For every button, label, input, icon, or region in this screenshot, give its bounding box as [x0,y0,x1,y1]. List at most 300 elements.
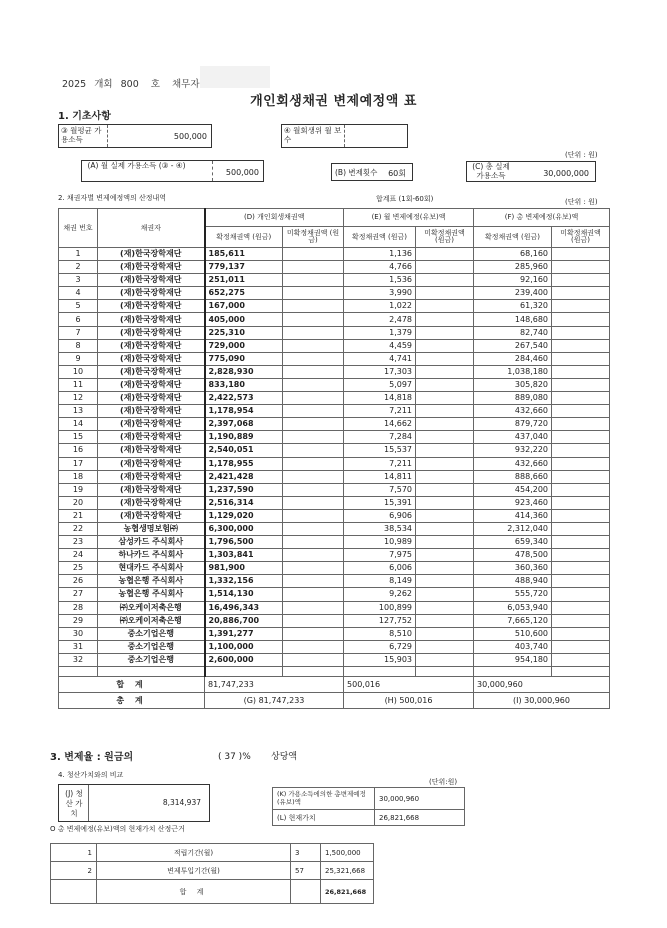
row-e-unconfirmed [416,509,474,522]
row-e-confirmed: 14,818 [344,392,416,405]
row-e-confirmed: 4,459 [344,339,416,352]
row-f-confirmed: 284,460 [474,352,552,365]
case-role: 채무자 [172,79,200,90]
table-row [59,575,610,588]
row-no: 31 [59,640,98,653]
table-row [59,444,610,457]
row-d-unconfirmed [283,601,344,614]
row-d-confirmed: 1,391,277 [205,627,283,640]
row-f-unconfirmed [552,536,610,549]
payment-count-value: 60회 [388,169,406,178]
case-court: 개회 [94,79,113,90]
row-d-unconfirmed [283,483,344,496]
row-d-unconfirmed [283,444,344,457]
row-creditor: 중소기업은행 [98,653,205,666]
row-f-confirmed: 478,500 [474,549,552,562]
row-e-unconfirmed [416,352,474,365]
row-f-confirmed: 954,180 [474,653,552,666]
row-e-confirmed: 14,662 [344,418,416,431]
row-e-unconfirmed [416,470,474,483]
row-e-confirmed: 8,510 [344,627,416,640]
row-e-unconfirmed [416,444,474,457]
row-creditor: ㈜오케이저축은행 [98,601,205,614]
row-d-unconfirmed [283,392,344,405]
row-d-unconfirmed [283,313,344,326]
row-creditor: (재)한국장학재단 [98,392,205,405]
row-e-confirmed: 6,006 [344,562,416,575]
row-f-unconfirmed [552,483,610,496]
row-e-confirmed: 4,766 [344,261,416,274]
header-e-unconfirmed: 미확정채권액 (원금) [416,227,474,248]
row-no: 8 [59,339,98,352]
row-e-unconfirmed [416,392,474,405]
row-e-unconfirmed [416,365,474,378]
row-d-unconfirmed [283,431,344,444]
table-row [59,392,610,405]
row-d-unconfirmed [283,575,344,588]
row-f-unconfirmed [552,287,610,300]
row-f-unconfirmed [552,261,610,274]
monthly-available-label: (A) 월 실제 가용소득 (③ - ④) [87,161,186,170]
row-creditor: (재)한국장학재단 [98,313,205,326]
table-row [59,274,610,287]
total-available-box [466,161,596,182]
table-row [59,313,610,326]
row-creditor: 농협은행 주식회사 [98,575,205,588]
row-e-confirmed: 1,379 [344,326,416,339]
row-creditor: (재)한국장학재단 [98,431,205,444]
total-available-label: (C) 총 실제 가용소득 [472,162,510,180]
row-d-confirmed: 1,178,955 [205,457,283,470]
row-f-confirmed: 659,340 [474,536,552,549]
row-no: 9 [59,352,98,365]
row-f-unconfirmed [552,431,610,444]
row-e-confirmed: 7,211 [344,405,416,418]
row-e-confirmed: 2,478 [344,313,416,326]
row-f-unconfirmed [552,640,610,653]
row-d-unconfirmed [283,496,344,509]
l-label: (L) 현재가치 [273,810,375,826]
row-d-confirmed: 1,514,130 [205,588,283,601]
header-d-confirmed: 확정채권액 (원금) [205,227,283,248]
table-row [59,418,610,431]
row-f-confirmed: 2,312,040 [474,522,552,535]
row-d-confirmed: 20,886,700 [205,614,283,627]
table-row [59,261,610,274]
row-f-confirmed: 148,680 [474,313,552,326]
row-f-unconfirmed [552,365,610,378]
row-e-unconfirmed [416,274,474,287]
row-creditor: 현대카드 주식회사 [98,562,205,575]
row-d-confirmed: 981,900 [205,562,283,575]
row-e-unconfirmed [416,248,474,261]
row-f-confirmed: 239,400 [474,287,552,300]
row-d-unconfirmed [283,470,344,483]
row-no: 23 [59,536,98,549]
row-f-unconfirmed [552,405,610,418]
row-no: 28 [59,601,98,614]
table-row [59,326,610,339]
row-d-confirmed: 16,496,343 [205,601,283,614]
row-f-confirmed: 888,660 [474,470,552,483]
row-e-unconfirmed [416,326,474,339]
row-d-confirmed: 2,828,930 [205,365,283,378]
row-f-unconfirmed [552,653,610,666]
row-creditor: (재)한국장학재단 [98,261,205,274]
pv-row-value: 25,321,668 [321,862,374,880]
k-value: 30,000,960 [375,788,465,810]
row-no: 26 [59,575,98,588]
row-d-confirmed: 652,275 [205,287,283,300]
row-f-confirmed: 432,660 [474,457,552,470]
row-d-unconfirmed [283,522,344,535]
table-row [59,352,610,365]
row-f-confirmed: 7,665,120 [474,614,552,627]
monthly-available-box [81,160,264,182]
row-d-confirmed: 1,190,889 [205,431,283,444]
row-e-unconfirmed [416,588,474,601]
row-e-unconfirmed [416,562,474,575]
row-creditor: 중소기업은행 [98,640,205,653]
row-creditor: ㈜오케이저축은행 [98,614,205,627]
table-row [59,588,610,601]
total-h: (H) 500,016 [344,693,474,709]
row-no: 2 [59,261,98,274]
row-creditor: (재)한국장학재단 [98,378,205,391]
section3-percent: ( 37 )% [218,752,251,762]
row-f-confirmed: 889,080 [474,392,552,405]
total-available-value: 30,000,000 [543,169,589,178]
row-f-unconfirmed [552,326,610,339]
row-e-unconfirmed [416,640,474,653]
row-e-unconfirmed [416,261,474,274]
row-no: 12 [59,392,98,405]
header-no: 채권 번호 [59,209,98,248]
table-row [59,627,610,640]
row-f-unconfirmed [552,457,610,470]
section2-unit: (단위 : 원) [565,198,598,206]
row-f-confirmed: 360,360 [474,562,552,575]
row-creditor: 농협생명보험㈜ [98,522,205,535]
row-e-unconfirmed [416,457,474,470]
case-ho: 호 [150,79,160,90]
row-e-unconfirmed [416,601,474,614]
row-e-unconfirmed [416,549,474,562]
row-creditor: 농협은행 주식회사 [98,588,205,601]
row-d-confirmed: 1,100,000 [205,640,283,653]
case-year: 2025 [62,79,87,90]
header-e: (E) 월 변제예정(유보)액 [344,209,474,227]
row-e-confirmed: 4,741 [344,352,416,365]
row-f-confirmed: 305,820 [474,378,552,391]
row-e-confirmed: 15,391 [344,496,416,509]
row-creditor: (재)한국장학재단 [98,339,205,352]
redaction-block [200,66,270,88]
row-e-confirmed: 38,534 [344,522,416,535]
row-d-unconfirmed [283,300,344,313]
row-d-confirmed: 1,178,954 [205,405,283,418]
row-d-unconfirmed [283,405,344,418]
row-no: 5 [59,300,98,313]
row-e-confirmed: 15,903 [344,653,416,666]
table-row [59,536,610,549]
monthly-available-value: 500,000 [225,168,259,177]
row-d-unconfirmed [283,418,344,431]
k-label: (K) 가용소득에의한 총변제예정(유보)액 [273,788,375,810]
row-d-confirmed: 775,090 [205,352,283,365]
row-no: 20 [59,496,98,509]
row-e-unconfirmed [416,313,474,326]
row-no: 21 [59,509,98,522]
page-title: 개인회생채권 변제예정액 표 [250,94,417,109]
row-creditor: (재)한국장학재단 [98,509,205,522]
header-f-confirmed: 확정채권액 (원금) [474,227,552,248]
row-f-unconfirmed [552,522,610,535]
row-d-unconfirmed [283,352,344,365]
row-d-confirmed: 405,000 [205,313,283,326]
row-e-confirmed: 14,811 [344,470,416,483]
table-row [59,562,610,575]
row-e-unconfirmed [416,300,474,313]
row-d-unconfirmed [283,549,344,562]
row-f-unconfirmed [552,496,610,509]
row-no: 18 [59,470,98,483]
row-e-unconfirmed [416,405,474,418]
row-d-unconfirmed [283,274,344,287]
row-creditor: (재)한국장학재단 [98,352,205,365]
table-row [59,339,610,352]
row-e-confirmed: 3,990 [344,287,416,300]
row-no: 1 [59,248,98,261]
table-row [59,483,610,496]
row-f-unconfirmed [552,378,610,391]
pv-row-no: 2 [51,862,97,880]
row-f-unconfirmed [552,588,610,601]
row-d-unconfirmed [283,287,344,300]
row-creditor: (재)한국장학재단 [98,300,205,313]
table-row [59,248,610,261]
row-creditor: (재)한국장학재단 [98,326,205,339]
total-label: 총 계 [59,693,205,709]
row-e-confirmed: 15,537 [344,444,416,457]
row-f-confirmed: 510,600 [474,627,552,640]
row-d-confirmed: 2,421,428 [205,470,283,483]
row-d-confirmed: 729,000 [205,339,283,352]
row-e-confirmed: 7,975 [344,549,416,562]
row-d-unconfirmed [283,536,344,549]
row-f-unconfirmed [552,444,610,457]
section5-title: O 총 변제예정(유보)액의 현재가치 산정근거 [50,825,185,833]
row-f-confirmed: 403,740 [474,640,552,653]
row-e-confirmed: 1,022 [344,300,416,313]
pv-row-value: 1,500,000 [321,844,374,862]
row-d-unconfirmed [283,378,344,391]
row-f-unconfirmed [552,601,610,614]
liquidation-box [58,784,210,822]
row-no: 30 [59,627,98,640]
total-i: (I) 30,000,960 [474,693,610,709]
row-e-confirmed: 7,211 [344,457,416,470]
subtotal-f: 30,000,960 [474,677,610,693]
row-no: 16 [59,444,98,457]
liquidation-label: (J) 청산 가치 [65,789,83,819]
pv-total-value: 26,821,668 [321,880,374,904]
table-row [59,470,610,483]
row-d-unconfirmed [283,326,344,339]
row-e-unconfirmed [416,431,474,444]
row-no: 27 [59,588,98,601]
row-d-unconfirmed [283,627,344,640]
subtotal-label: 합 계 [59,677,205,693]
row-creditor: 중소기업은행 [98,627,205,640]
row-f-confirmed: 879,720 [474,418,552,431]
row-creditor: (재)한국장학재단 [98,418,205,431]
row-d-confirmed: 2,540,051 [205,444,283,457]
table-row [59,365,610,378]
monthly-income-value: 500,000 [173,132,207,141]
row-d-confirmed: 2,422,573 [205,392,283,405]
row-f-confirmed: 82,740 [474,326,552,339]
table-row [59,509,610,522]
table-row [59,300,610,313]
living-cost-label: ④ 월회생위 월 보수 [284,126,342,144]
row-e-confirmed: 6,729 [344,640,416,653]
row-creditor: (재)한국장학재단 [98,365,205,378]
row-d-confirmed: 2,516,314 [205,496,283,509]
row-d-confirmed: 2,600,000 [205,653,283,666]
comparison-table [272,787,465,826]
row-f-unconfirmed [552,300,610,313]
row-d-confirmed: 1,796,500 [205,536,283,549]
row-d-unconfirmed [283,248,344,261]
present-value-table [50,843,374,904]
row-f-confirmed: 1,038,180 [474,365,552,378]
payment-count-label: (B) 변제횟수 [335,168,378,177]
monthly-income-box [58,124,212,148]
row-d-unconfirmed [283,640,344,653]
row-creditor: (재)한국장학재단 [98,248,205,261]
row-d-confirmed: 251,011 [205,274,283,287]
table-row [59,287,610,300]
row-d-unconfirmed [283,261,344,274]
total-g: (G) 81,747,233 [205,693,344,709]
row-d-unconfirmed [283,509,344,522]
row-e-unconfirmed [416,483,474,496]
row-f-unconfirmed [552,627,610,640]
row-e-confirmed: 17,303 [344,365,416,378]
liquidation-value: 8,314,937 [162,798,201,807]
row-creditor: (재)한국장학재단 [98,457,205,470]
row-d-confirmed: 225,310 [205,326,283,339]
row-e-unconfirmed [416,614,474,627]
row-e-unconfirmed [416,378,474,391]
row-f-confirmed: 454,200 [474,483,552,496]
row-f-unconfirmed [552,549,610,562]
table-row [59,614,610,627]
payment-count-box [331,163,413,181]
row-f-unconfirmed [552,339,610,352]
row-f-unconfirmed [552,614,610,627]
monthly-income-label: ③ 월평균 가용소득 [61,126,102,144]
row-f-confirmed: 6,053,940 [474,601,552,614]
row-e-confirmed: 127,752 [344,614,416,627]
row-e-unconfirmed [416,287,474,300]
header-d: (D) 개인회생채권액 [205,209,344,227]
row-creditor: (재)한국장학재단 [98,444,205,457]
row-f-confirmed: 414,360 [474,509,552,522]
row-e-confirmed: 6,906 [344,509,416,522]
row-f-confirmed: 68,160 [474,248,552,261]
row-d-confirmed: 1,332,156 [205,575,283,588]
row-no: 29 [59,614,98,627]
row-f-confirmed: 285,960 [474,261,552,274]
row-no: 13 [59,405,98,418]
row-d-unconfirmed [283,614,344,627]
row-f-confirmed: 61,320 [474,300,552,313]
row-no: 24 [59,549,98,562]
row-creditor: (재)한국장학재단 [98,405,205,418]
row-d-confirmed: 167,000 [205,300,283,313]
row-d-confirmed: 1,129,020 [205,509,283,522]
row-d-confirmed: 6,300,000 [205,522,283,535]
section1-title: 1. 기초사항 [58,111,111,122]
section4-unit: (단위:원) [429,778,458,786]
row-f-unconfirmed [552,562,610,575]
table-row [59,549,610,562]
row-d-confirmed: 1,237,590 [205,483,283,496]
row-no: 22 [59,522,98,535]
row-f-unconfirmed [552,575,610,588]
row-d-unconfirmed [283,365,344,378]
row-creditor: (재)한국장학재단 [98,496,205,509]
row-f-confirmed: 932,220 [474,444,552,457]
subtotal-e: 500,016 [344,677,474,693]
pv-row-label: 적립기간(월) [97,844,291,862]
table-row [59,405,610,418]
row-f-unconfirmed [552,470,610,483]
row-e-unconfirmed [416,575,474,588]
row-f-confirmed: 488,940 [474,575,552,588]
row-e-unconfirmed [416,496,474,509]
section1-unit: (단위 : 원) [565,151,598,159]
row-no: 19 [59,483,98,496]
row-f-confirmed: 92,160 [474,274,552,287]
row-creditor: (재)한국장학재단 [98,483,205,496]
pv-row-no: 1 [51,844,97,862]
row-no: 7 [59,326,98,339]
table-row [59,601,610,614]
l-value: 26,821,668 [375,810,465,826]
row-e-confirmed: 1,536 [344,274,416,287]
row-e-confirmed: 7,284 [344,431,416,444]
row-d-unconfirmed [283,653,344,666]
row-f-unconfirmed [552,248,610,261]
row-creditor: (재)한국장학재단 [98,470,205,483]
pv-row-months: 57 [291,862,321,880]
row-d-confirmed: 833,180 [205,378,283,391]
row-d-unconfirmed [283,457,344,470]
table-row [59,653,610,666]
header-e-confirmed: 확정채권액 (원금) [344,227,416,248]
header-f: (F) 총 변제예정(유보)액 [474,209,610,227]
row-d-confirmed: 779,137 [205,261,283,274]
table-row [59,457,610,470]
row-no: 15 [59,431,98,444]
row-d-unconfirmed [283,562,344,575]
row-e-confirmed: 1,136 [344,248,416,261]
row-no: 14 [59,418,98,431]
row-e-unconfirmed [416,653,474,666]
